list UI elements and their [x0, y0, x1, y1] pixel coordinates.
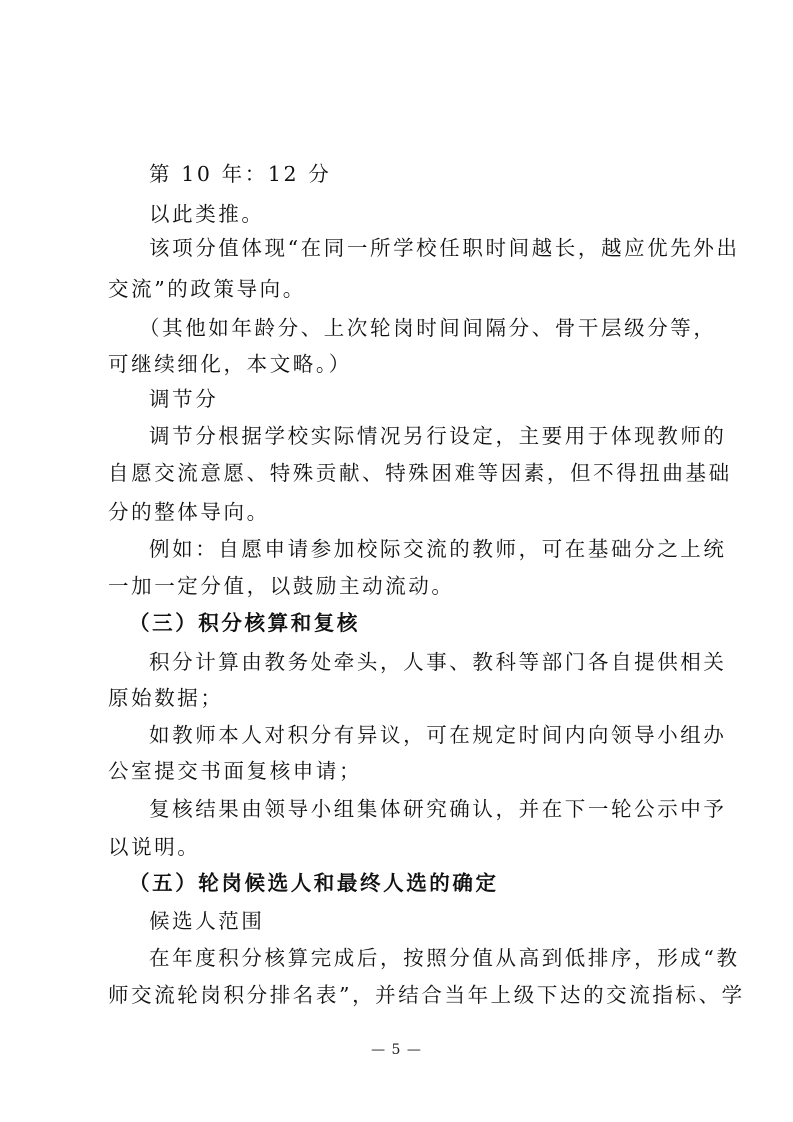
- text-line: 以此类推。: [149, 202, 265, 226]
- text-line: 公室提交书面复核申请；: [108, 759, 363, 783]
- text-line: 积分计算由教务处牵头，人事、教科等部门各自提供相关: [149, 650, 727, 674]
- text-line: 复核结果由领导小组集体研究确认，并在下一轮公示中予: [149, 797, 727, 821]
- text-line: 在年度积分核算完成后，按照分值从高到低排序，形成“教: [149, 946, 740, 970]
- text-line: 自愿交流意愿、特殊贡献、特殊困难等因素，但不得扭曲基础: [108, 461, 732, 485]
- text-line: 一加一定分值，以鼓励主动流动。: [108, 574, 455, 598]
- text-line: 如教师本人对积分有异议，可在规定时间内向领导小组办: [149, 723, 727, 747]
- text-line: 师交流轮岗积分排名表”，并结合当年上级下达的交流指标、学: [108, 983, 745, 1007]
- text-line: 交流”的政策导向。: [108, 277, 306, 301]
- text-line: 该项分值体现“在同一所学校任职时间越长，越应优先外出: [149, 236, 740, 260]
- text-line: 例如：自愿申请参加校际交流的教师，可在基础分之上统: [149, 537, 727, 561]
- page-number: — 5 —: [371, 1042, 422, 1058]
- text-line: 分的整体导向。: [108, 500, 270, 524]
- text-line: 可继续细化，本文略。）: [108, 352, 352, 376]
- section-heading: （五）轮岗候选人和最终人选的确定: [129, 871, 499, 895]
- text-line: 以说明。: [108, 835, 201, 859]
- text-line: 调节分: [149, 387, 219, 411]
- text-line: （其他如年龄分、上次轮岗时间间隔分、骨干层级分等，: [139, 316, 717, 340]
- text-line: 原始数据；: [108, 686, 224, 710]
- text-line: 第 10 年：12 分: [149, 162, 332, 186]
- text-line: 候选人范围: [149, 909, 265, 933]
- section-heading: （三）积分核算和复核: [129, 611, 360, 635]
- text-line: 调节分根据学校实际情况另行设定，主要用于体现教师的: [149, 424, 727, 448]
